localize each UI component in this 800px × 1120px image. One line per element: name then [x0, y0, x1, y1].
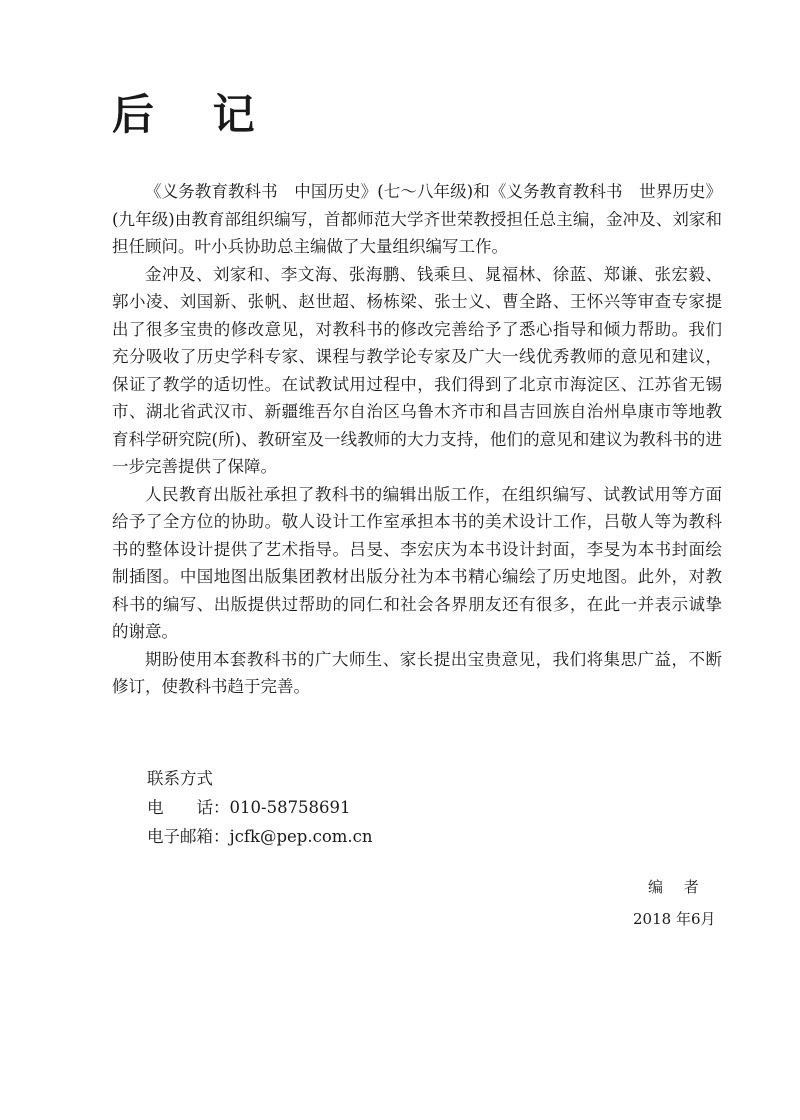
phone-label: 电 话： — [147, 798, 230, 817]
signature: 编 者 — [648, 878, 707, 896]
email-label: 电子邮箱： — [147, 827, 230, 846]
paragraph-4: 期盼使用本套教科书的广大师生、家长提出宝贵意见，我们将集思广益，不断修订，使教科书趋于完善。 — [112, 649, 722, 696]
paragraph-2: 金冲及、刘家和、李文海、张海鹏、钱乘旦、晁福林、徐蓝、郑谦、张宏毅、郭小凌、刘国新、张帆、赵世超、杨栋梁、张士义、曹全路、王怀兴等审查专家提出了很多宝贵的修改意见，对教科书的修改完善给予了悉心指导和倾力帮助。我们充分吸收了历史学科专家、课程与教学论专家及广大一线优秀教师的意见和建议，保证了教学的适切性。在试教试用过程中，我们得到了北京市海淀区、江苏省无锡市、湖北省武汉市、新疆维吾尔自治区乌鲁木齐市和昌吉回族自治州阜康市等地教育科学研究院(所)、教研室及一线教师的大力支持，他们的意见和建议为教科书的进一步完善提供了保障。 — [112, 264, 722, 476]
paragraph-3: 人民教育出版社承担了教科书的编辑出版工作，在组织编写、试教试用等方面给予了全方位的协助。敬人设计工作室承担本书的美术设计工作，吕敬人等为教科书的整体设计提供了艺术指导。吕旻、李宏庆为本书设计封面，李旻为本书封面绘制插图。中国地图出版集团教材出版分社为本书精心编绘了历史地图。此外，对教科书的编写、出版提供过帮助的同仁和社会各界朋友还有很多，在此一并表示诚挚的谢意。 — [112, 484, 722, 641]
email-value: jcfk@pep.com.cn — [229, 827, 373, 846]
phone-value: 010-58758691 — [229, 798, 351, 817]
contact-info — [147, 764, 373, 851]
page-title: 后 记 — [112, 90, 277, 139]
phone-row — [147, 793, 373, 822]
date: 2018 年6月 — [633, 910, 716, 928]
contact-heading: 联系方式 — [147, 769, 213, 788]
paragraph-1: 《义务教育教科书 中国历史》(七～八年级)和《义务教育教科书 世界历史》(九年级)由教育部组织编写，首都师范大学齐世荣教授担任总主编，金冲及、刘家和担任顾问。叶小兵协助总主编做了大量组织编写工作。 — [112, 182, 722, 256]
email-row — [147, 822, 373, 851]
afterword-body — [112, 178, 722, 701]
